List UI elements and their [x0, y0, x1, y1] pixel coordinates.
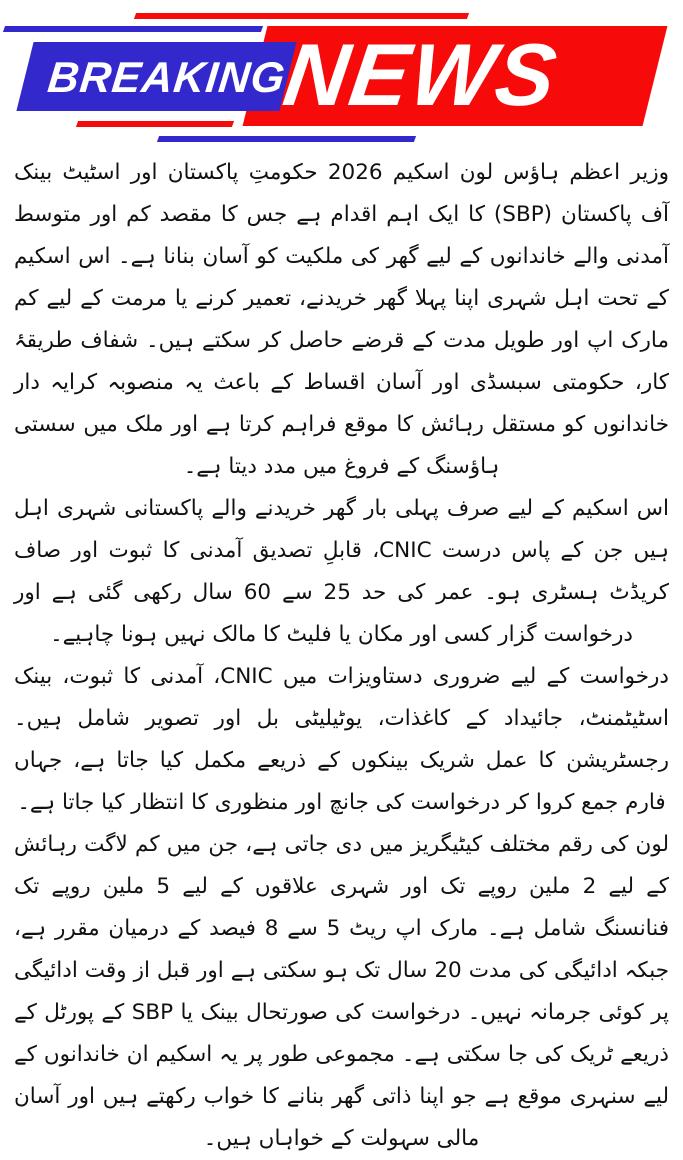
article-paragraph-intro: وزیر اعظم ہاؤس لون اسکیم 2026 حکومتِ پاکستان اور اسٹیٹ بینک آف پاکستان (SBP) کا ایک اہم اقدام ہے جس کا مقصد کم اور متوسط آمدنی والے خاندانوں کے لیے گھر کی ملکیت کو آسان بنانا ہے۔ اس اسکیم کے تحت اہل شہری اپنا پہلا گھر خریدنے، تعمیر کرنے یا مرمت کے لیے کم مارک اپ اور طویل مدت کے قرضے حاصل کر سکتے ہیں۔ شفاف طریقۂ کار، حکومتی سبسڈی اور آسان اقساط کے باعث یہ منصوبہ کرایہ دار خاندانوں کو مستقل رہائش کا موقع فراہم کرتا ہے اور ملک میں سستی ہاؤسنگ کے فروغ میں مدد دیتا ہے۔	[14, 160, 669, 479]
article-body	[14, 152, 669, 1160]
article-paragraph-loan-details: لون کی رقم مختلف کیٹیگریز میں دی جاتی ہے، جن میں کم لاگت رہائش کے لیے 2 ملین روپے تک اور شہری علاقوں کے لیے 5 ملین روپے تک فنانسنگ شامل ہے۔ مارک اپ ریٹ 5 سے 8 فیصد کے درمیان مقرر ہے، جبکہ ادائیگی کی مدت 20 سال تک ہو سکتی ہے اور قبل از وقت ادائیگی پر کوئی جرمانہ نہیں۔ درخواست کی صورتحال بینک یا SBP کے پورٹل کے ذریعے ٹریک کی جا سکتی ہے۔ مجموعی طور پر یہ اسکیم ان خاندانوں کے لیے سنہری موقع ہے جو اپنا ذاتی گھر بنانے کا خواب رکھتے ہیں اور آسان مالی سہولت کے خواہاں ہیں۔	[14, 832, 669, 1151]
banner-word-breaking: BREAKING	[45, 54, 288, 102]
decorative-stripe-red-bottom	[76, 121, 234, 127]
decorative-stripe-blue-bottom	[157, 136, 416, 142]
article-paragraph-documents: درخواست کے لیے ضروری دستاویزات میں CNIC، آمدنی کا ثبوت، بینک اسٹیٹمنٹ، جائیداد کے کاغذات، یوٹیلیٹی بل اور تصویر شامل ہیں۔ رجسٹریشن کا عمل شریک بینکوں کے ذریعے مکمل کیا جاتا ہے، جہاں فارم جمع کروا کر درخواست کی جانچ اور منظوری کا انتظار کیا جاتا ہے۔	[14, 664, 669, 815]
article-paragraph-eligibility: اس اسکیم کے لیے صرف پہلی بار گھر خریدنے والے پاکستانی شہری اہل ہیں جن کے پاس درست CNIC، قابلِ تصدیق آمدنی کا ثبوت اور صاف کریڈٹ ہسٹری ہو۔ عمر کی حد 25 سے 60 سال رکھی گئی ہے اور درخواست گزار کسی اور مکان یا فلیٹ کا مالک نہیں ہونا چاہیے۔	[14, 496, 670, 647]
breaking-news-banner	[0, 0, 683, 150]
decorative-stripe-red-top	[134, 13, 469, 19]
banner-word-news: NEWS	[278, 25, 565, 124]
decorative-stripe-blue-top	[3, 26, 263, 32]
